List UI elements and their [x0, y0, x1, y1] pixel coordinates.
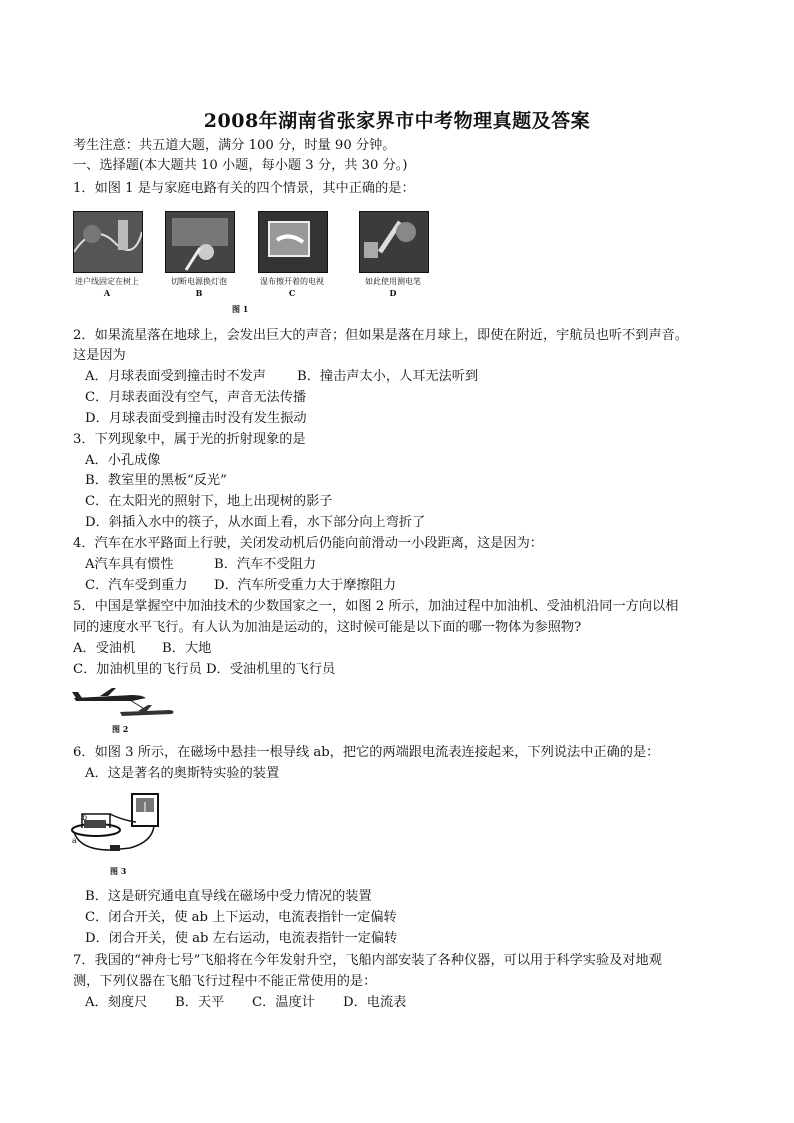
q3-option-a: A．小孔成像 — [85, 453, 161, 468]
q1-stem: 1．如图 1 是与家庭电路有关的四个情景，其中正确的是： — [73, 181, 415, 196]
q7-option-c: C．温度计 — [252, 995, 315, 1010]
figure-1c-photo — [258, 211, 328, 273]
q2-stem-line1: 2．如果流星落在地球上，会发出巨大的声音；但如果是落在月球上，即使在附近，宇航员也听不到声音。 — [73, 328, 689, 343]
q7-option-d: D．电流表 — [343, 995, 407, 1010]
q6-option-a: A．这是著名的奥斯特实验的装置 — [85, 766, 280, 781]
q7-stem-line1: 7．我国的“神舟七号”飞船将在今年发射升空，飞船内部安装了各种仪器，可以用于科学实验及对地观 — [73, 953, 662, 968]
q5-option-cd: C．加油机里的飞行员 D．受油机里的飞行员 — [73, 662, 336, 677]
q2-option-d: D．月球表面受到撞击时没有发生振动 — [85, 411, 307, 426]
q7-option-a: A．刻度尺 — [85, 995, 148, 1010]
q4-option-d: D．汽车所受重力大于摩擦阻力 — [214, 578, 397, 593]
q2-option-a: A．月球表面受到撞击时不发声 — [85, 369, 266, 384]
figure-3-label-a: a — [72, 836, 77, 845]
figure-1d-photo — [359, 211, 429, 273]
q3-stem: 3．下列现象中，属于光的折射现象的是 — [73, 432, 306, 447]
q4-option-a: A汽车具有惯性 — [85, 557, 174, 572]
q7-stem-line2: 测，下列仪器在飞船飞行过程中不能正常使用的是： — [73, 974, 377, 989]
figure-1a-photo — [73, 211, 143, 273]
q6-option-c: C．闭合开关，使 ab 上下运动，电流表指针一定偏转 — [85, 910, 397, 925]
q6-option-d: D．闭合开关，使 ab 左右运动，电流表指针一定偏转 — [85, 931, 398, 946]
q6-option-b: B．这是研究通电直导线在磁场中受力情况的装置 — [85, 889, 372, 904]
q4-stem: 4．汽车在水平路面上行驶，关闭发动机后仍能向前滑动一小段距离，这是因为： — [73, 536, 543, 551]
q7-option-b: B．天平 — [175, 995, 225, 1010]
figure-2-refueling-drawing — [72, 686, 176, 722]
q4-option-c: C．汽车受到重力 — [85, 578, 188, 593]
figure-1d-caption: 如此使用测电笔 — [365, 277, 421, 286]
figure-1a-caption: 进户线固定在树上 — [75, 277, 139, 286]
q2-option-b: B．撞击声太小，人耳无法听到 — [297, 369, 479, 384]
q2-option-c: C．月球表面没有空气，声音无法传播 — [85, 390, 307, 405]
q5-stem-line2: 同的速度水平飞行。有人认为加油是运动的，这时候可能是以下面的哪一物体为参照物? — [73, 620, 582, 635]
q5-option-b: B．大地 — [162, 641, 212, 656]
q3-option-c: C．在太阳光的照射下，地上出现树的影子 — [85, 494, 333, 509]
q3-option-d: D．斜插入水中的筷子，从水面上看，水下部分向上弯折了 — [85, 515, 426, 530]
figure-1c-caption: 湿布擦开着的电视 — [260, 277, 324, 286]
q5-stem-line1: 5．中国是掌握空中加油技术的少数国家之一，如图 2 所示，加油过程中加油机、受油机沿同一方向以相 — [73, 599, 679, 614]
figure-1c-letter: C — [288, 288, 296, 298]
exam-notice: 考生注意：共五道大题，满分 100 分，时量 90 分钟。 — [73, 138, 396, 153]
figure-1d-letter: D — [389, 288, 397, 298]
q5-option-a: A．受油机 — [73, 641, 136, 656]
figure-1b-caption: 切断电源换灯泡 — [171, 277, 227, 286]
q2-stem-line2: 这是因为 — [73, 348, 126, 363]
q4-option-b: B．汽车不受阻力 — [214, 557, 317, 572]
page-title: 2008年湖南省张家界市中考物理真题及答案 — [203, 110, 591, 132]
figure-1 — [73, 211, 433, 301]
figure-3-apparatus-drawing — [70, 792, 174, 862]
figure-1-label: 图 1 — [232, 304, 249, 314]
q6-stem: 6．如图 3 所示，在磁场中悬挂一根导线 ab，把它的两端跟电流表连接起来，下列说法中正确的是： — [73, 745, 660, 760]
section-heading: 一、选择题(本大题共 10 小题，每小题 3 分，共 30 分。) — [73, 158, 408, 173]
figure-2-label: 图 2 — [112, 724, 129, 734]
figure-3-label-b: b — [82, 813, 88, 822]
q3-option-b: B．教室里的黑板“反光” — [85, 473, 227, 488]
figure-1b-photo — [165, 211, 235, 273]
figure-1b-letter: B — [195, 288, 203, 298]
figure-3-label: 图 3 — [110, 866, 127, 876]
figure-1a-letter: A — [103, 288, 111, 298]
